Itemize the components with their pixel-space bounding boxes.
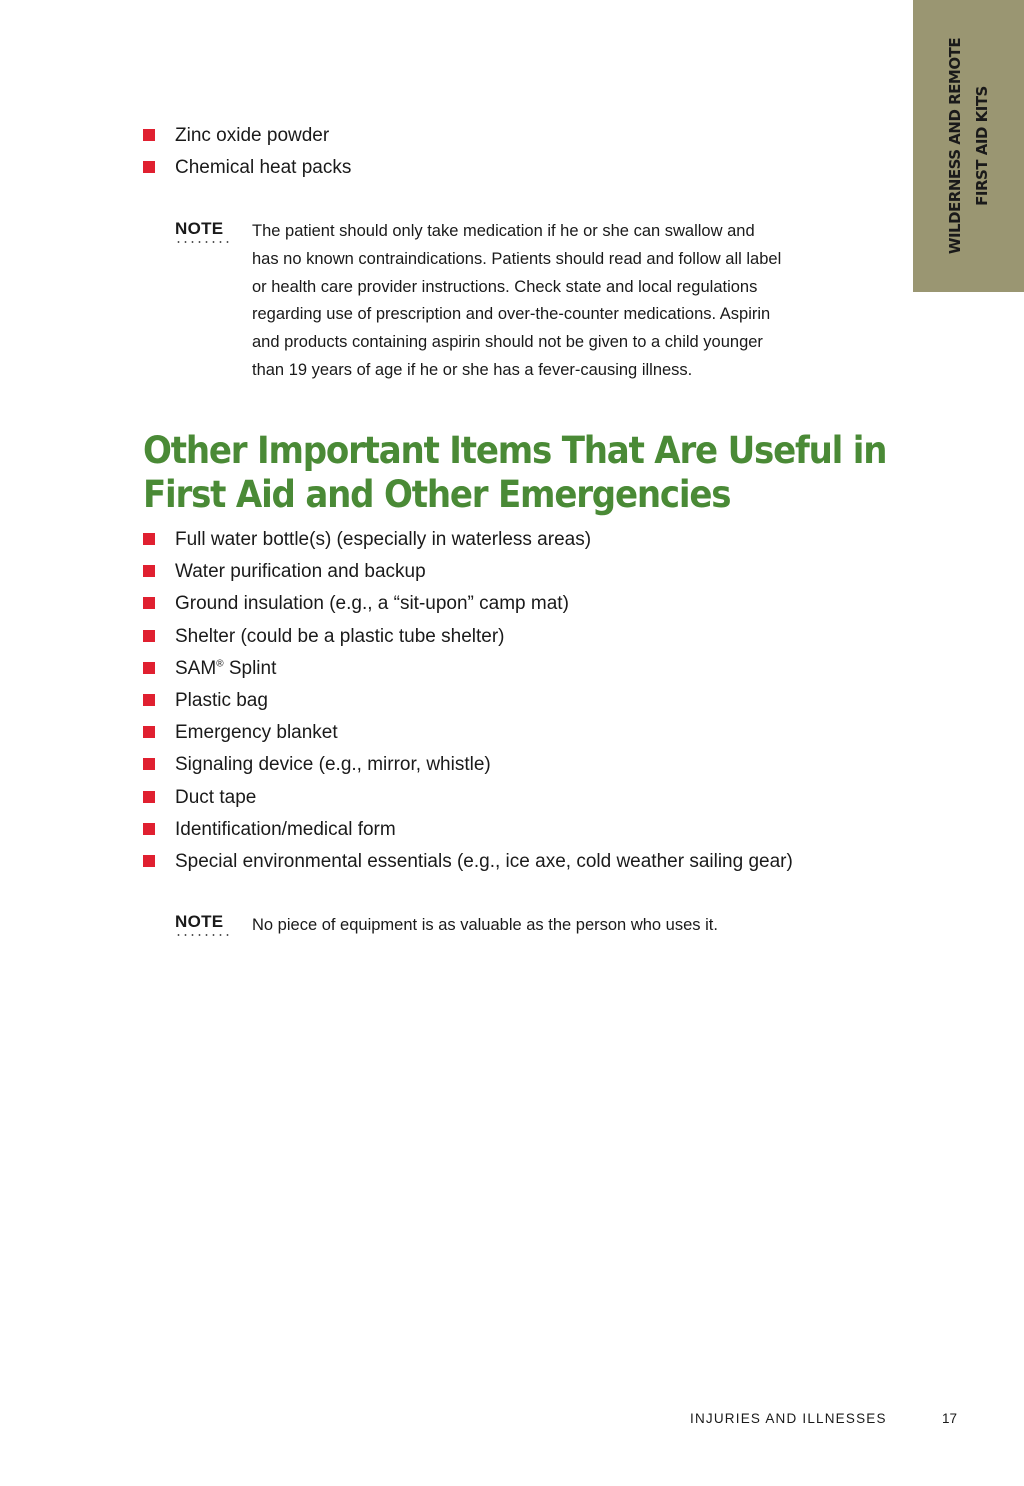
list-item-text: Plastic bag: [175, 689, 268, 711]
list-item: [143, 157, 351, 189]
list-item-text: Special environmental essentials (e.g., ice axe, cold weather sailing gear): [175, 850, 793, 872]
section-heading: [143, 429, 887, 517]
bullet-square-icon: [143, 855, 155, 867]
list-item-text: Shelter (could be a plastic tube shelter): [175, 625, 505, 647]
note-line: The patient should only take medication if he or she can swallow and: [252, 222, 755, 240]
note-line: and products containing aspirin should not be given to a child younger: [252, 333, 763, 352]
note-label: NOTE: [175, 912, 224, 931]
note-dotted-underline: [175, 241, 233, 243]
list-item: [143, 125, 351, 157]
registered-mark: ®: [216, 658, 224, 670]
section-tab-label: [942, 26, 996, 266]
list-item: [143, 722, 793, 754]
list-item-text: Duct tape: [175, 786, 257, 808]
section-heading-line-2: First Aid and Other Emergencies: [143, 473, 731, 516]
note-text: [252, 218, 781, 385]
bullet-square-icon: [143, 694, 155, 706]
bullet-square-icon: [143, 823, 155, 835]
list-item: [143, 626, 793, 658]
list-item-text: Full water bottle(s) (especially in waterless areas): [175, 529, 592, 550]
list-item-text: Emergency blanket: [175, 722, 338, 744]
note-dotted-underline: [175, 934, 233, 936]
bullet-square-icon: [143, 662, 155, 674]
list-item-text: Identification/medical form: [175, 818, 396, 840]
list-item-text: Zinc oxide powder: [175, 125, 330, 146]
list-item-text: Chemical heat packs: [175, 157, 352, 179]
supplies-list-continued: [143, 125, 351, 189]
list-item-text-suffix: Splint: [223, 657, 277, 679]
bullet-square-icon: [143, 129, 155, 141]
note-line: or health care provider instructions. Check state and local regulations: [252, 277, 758, 296]
note-line: regarding use of prescription and over-the-counter medications. Aspirin: [252, 305, 771, 324]
list-item: [143, 819, 793, 851]
bullet-square-icon: [143, 565, 155, 577]
list-item: [143, 561, 793, 593]
bullet-square-icon: [143, 791, 155, 803]
bullet-square-icon: [143, 597, 155, 609]
list-item: [143, 593, 793, 625]
footer-section-title: INJURIES AND ILLNESSES: [690, 1411, 887, 1426]
section-tab-line-1: WILDERNESS AND REMOTE: [946, 37, 964, 255]
section-tab: [913, 0, 1024, 292]
bullet-square-icon: [143, 758, 155, 770]
bullet-square-icon: [143, 533, 155, 545]
note-line: than 19 years of age if he or she has a fever-causing illness.: [252, 360, 693, 379]
list-item-text: Ground insulation (e.g., a “sit-upon” camp mat): [175, 593, 569, 615]
note-label: NOTE: [175, 219, 224, 238]
list-item: [143, 690, 793, 722]
list-item: [143, 529, 793, 561]
list-item-text: Signaling device (e.g., mirror, whistle): [175, 754, 491, 776]
list-item-text: SAM: [175, 657, 217, 679]
page-number: 17: [942, 1411, 958, 1426]
bullet-square-icon: [143, 630, 155, 642]
list-item: [143, 658, 793, 690]
bullet-square-icon: [143, 726, 155, 738]
important-items-list: [143, 529, 793, 883]
list-item-text: Water purification and backup: [175, 561, 426, 583]
section-heading-line-1: Other Important Items That Are Useful in: [143, 429, 887, 472]
bullet-square-icon: [143, 161, 155, 173]
note-line: has no known contraindications. Patients should read and follow all label: [252, 249, 782, 268]
section-tab-line-2: FIRST AID KITS: [973, 86, 991, 206]
list-item: [143, 754, 793, 786]
note-text: No piece of equipment is as valuable as the person who uses it.: [252, 916, 718, 934]
list-item: [143, 851, 793, 883]
list-item: [143, 787, 793, 819]
